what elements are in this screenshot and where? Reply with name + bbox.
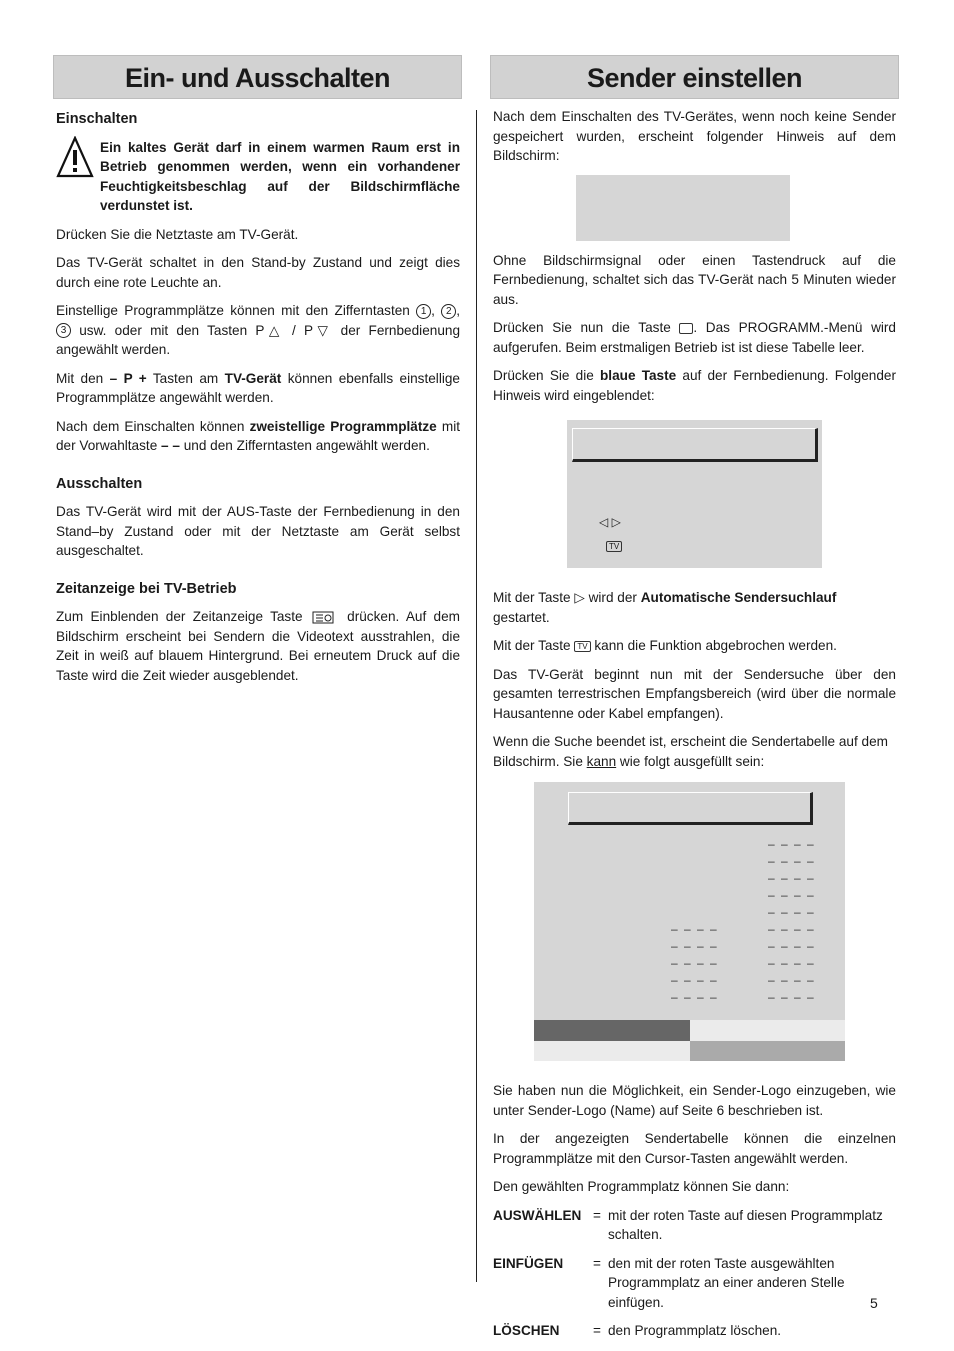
program-down-icon: ▽ bbox=[313, 322, 333, 338]
left-right-arrows-icon: ◁ ▷ bbox=[599, 515, 621, 529]
screen-sendertabelle-title-bar bbox=[568, 792, 813, 825]
paragraph-programmplatz: Den gewählten Programmplatz können Sie dann: bbox=[493, 1179, 790, 1194]
table-row: – – – – bbox=[671, 956, 719, 970]
heading-einschalten: Einschalten bbox=[56, 111, 138, 127]
paragraph-ohne-signal: Ohne Bildschirmsignal oder einen Tastendruck auf die Fernbedienung, schaltet sich das TV-Gerät nach 5 Minuten wieder aus. bbox=[493, 252, 896, 307]
table-row: – – – – bbox=[671, 939, 719, 953]
warning-text: Ein kaltes Gerät darf in einem warmen Raum erst in Betrieb genommen werden, wenn ein vorhandener Feuchtigkeitsbeschlag auf der Bildschirmfläche verdunstet ist. bbox=[100, 139, 460, 213]
definition-table bbox=[493, 1206, 896, 1341]
program-up-icon: △ bbox=[264, 322, 284, 338]
table-row: – – – – bbox=[768, 854, 816, 868]
def-eq: = bbox=[593, 1323, 601, 1338]
screen-suchlauf-title-bar bbox=[572, 428, 818, 462]
menu-key-icon bbox=[679, 323, 693, 334]
color-bar-dark bbox=[534, 1020, 690, 1041]
paragraph-ausschalten: Das TV-Gerät wird mit der AUS-Taste der Fernbedienung in den Stand–by Zustand oder mit der Netztaste am Gerät selbst ausgeschaltet. bbox=[56, 504, 460, 558]
paragraph-tv-geraet-tasten: Mit den – P + Tasten am TV-Gerät können ebenfalls einstellige Programmplätze angewählt werden. bbox=[56, 370, 460, 405]
column-divider bbox=[476, 110, 477, 1282]
table-row: – – – – bbox=[768, 837, 816, 851]
def-eq: = bbox=[593, 1207, 601, 1223]
table-row: – – – – bbox=[768, 871, 816, 885]
table-row: – – – – bbox=[671, 922, 719, 936]
def-value-einfuegen: den mit der roten Taste ausgewählten Programmplatz an einer anderen Stelle einfügen. bbox=[608, 1255, 845, 1310]
def-key-auswaehlen: AUSWÄHLEN bbox=[493, 1207, 582, 1223]
paragraph-blaue-taste: Drücken Sie die blaue Taste auf der Fernbedienung. Folgender Hinweis wird eingeblendet: bbox=[493, 368, 896, 403]
def-key-loeschen: LÖSCHEN bbox=[493, 1323, 560, 1338]
tv-key-icon: TV bbox=[606, 541, 622, 552]
screen-suchlauf bbox=[567, 420, 822, 568]
warning-triangle-icon bbox=[56, 136, 94, 178]
table-row: – – – – bbox=[671, 973, 719, 987]
paragraph-programm-menue: Drücken Sie nun die Taste . Das PROGRAMM.-Menü wird aufgerufen. Beim erstmaligen Betrieb ist ist diese Tabelle leer. bbox=[493, 320, 896, 355]
paragraph-sendersuchlauf: Mit der Taste ▷ wird der Automatische Sendersuchlauf gestartet. bbox=[493, 590, 837, 625]
table-row: – – – – bbox=[768, 990, 816, 1004]
screen-hinweis bbox=[576, 175, 790, 241]
paragraph-zeitanzeige: Zum Einblenden der Zeitanzeige Taste drücken. Auf dem Bildschirm erscheint bei Sendern die Videotext ausstrahlen, die Zeit in weiß auf blauem Hintergrund. Bei erneutem Druck auf die Taste wird die Zeit wieder ausgeblendet. bbox=[56, 609, 460, 683]
paragraph-sender-logo: Sie haben nun die Möglichkeit, ein Sender-Logo einzugeben, wie unter Sender-Logo (Name) auf Seite 6 beschrieben ist. bbox=[493, 1083, 896, 1118]
def-value-auswaehlen: mit der roten Taste auf diesen Programmplatz schalten. bbox=[608, 1207, 883, 1242]
table-row: – – – – bbox=[768, 956, 816, 970]
paragraph-hinweis: Nach dem Einschalten des TV-Gerätes, wenn noch keine Sender gespeichert wurden, erscheint folgender Hinweis auf dem Bildschirm: bbox=[493, 109, 896, 163]
color-bar-light bbox=[690, 1020, 845, 1041]
heading-ausschalten: Ausschalten bbox=[56, 475, 143, 492]
paragraph-standby: Das TV-Gerät schaltet in den Stand-by Zustand und zeigt dies durch eine rote Leuchte an. bbox=[56, 255, 460, 290]
paragraph-cursor-tasten: In der angezeigten Sendertabelle können die einzelnen Programmplätze mit den Cursor-Tasten angewählt werden. bbox=[493, 1131, 896, 1166]
paragraph-sendertabelle: Wenn die Suche beendet ist, erscheint die Sendertabelle auf dem Bildschirm. Sie kann wie folgt ausgefüllt sein: bbox=[493, 734, 888, 769]
table-row: – – – – bbox=[768, 939, 816, 953]
color-bar-mid bbox=[690, 1041, 845, 1061]
screen-sendertabelle bbox=[534, 782, 845, 1061]
table-row: – – – – bbox=[768, 922, 816, 936]
paragraph-netztaste: Drücken Sie die Netztaste am TV-Gerät. bbox=[56, 226, 299, 242]
tv-key-icon: TV bbox=[574, 641, 590, 652]
section-title-ein-ausschalten: Ein- und Ausschalten bbox=[53, 55, 462, 99]
table-row: – – – – bbox=[768, 973, 816, 987]
right-column bbox=[493, 107, 896, 1341]
color-bar-light bbox=[534, 1041, 690, 1061]
heading-zeitanzeige: Zeitanzeige bei TV-Betrieb bbox=[56, 580, 237, 597]
warning-box bbox=[56, 138, 460, 216]
table-row: – – – – bbox=[768, 905, 816, 919]
def-value-loeschen: den Programmplatz löschen. bbox=[608, 1323, 782, 1338]
paragraph-zweistellige: Nach dem Einschalten können zweistellige Programmplätze mit der Vorwahltaste – – und den Zifferntasten angewählt werden. bbox=[56, 418, 460, 453]
page-number: 5 bbox=[870, 1295, 878, 1311]
left-column bbox=[56, 110, 460, 694]
def-key-einfuegen: EINFÜGEN bbox=[493, 1255, 564, 1271]
table-row: – – – – bbox=[671, 990, 719, 1004]
def-eq: = bbox=[593, 1255, 601, 1271]
paragraph-einstellige: Einstellige Programmplätze können mit den Zifferntasten 1 , 2 , 3 usw. oder mit den Tasten P△ / P▽ der Fernbedienung angewählt werden. bbox=[56, 303, 461, 357]
table-row: – – – – bbox=[768, 888, 816, 902]
paragraph-abbrechen: Mit der Taste TV kann die Funktion abgebrochen werden. bbox=[493, 638, 837, 653]
digit-1-key-icon: 1 bbox=[416, 304, 431, 319]
digit-3-key-icon: 3 bbox=[56, 323, 71, 338]
section-title-sender-einstellen: Sender einstellen bbox=[490, 55, 899, 99]
digit-2-key-icon: 2 bbox=[441, 304, 456, 319]
paragraph-sendersuche: Das TV-Gerät beginnt nun mit der Sendersuche über den gesamten terrestrischen Empfangsbereich (wird über die normale Hausantenne oder Kabel empfangen). bbox=[493, 666, 896, 721]
clock-key-icon bbox=[312, 611, 334, 624]
right-arrow-key-icon: ▷ bbox=[574, 590, 585, 605]
